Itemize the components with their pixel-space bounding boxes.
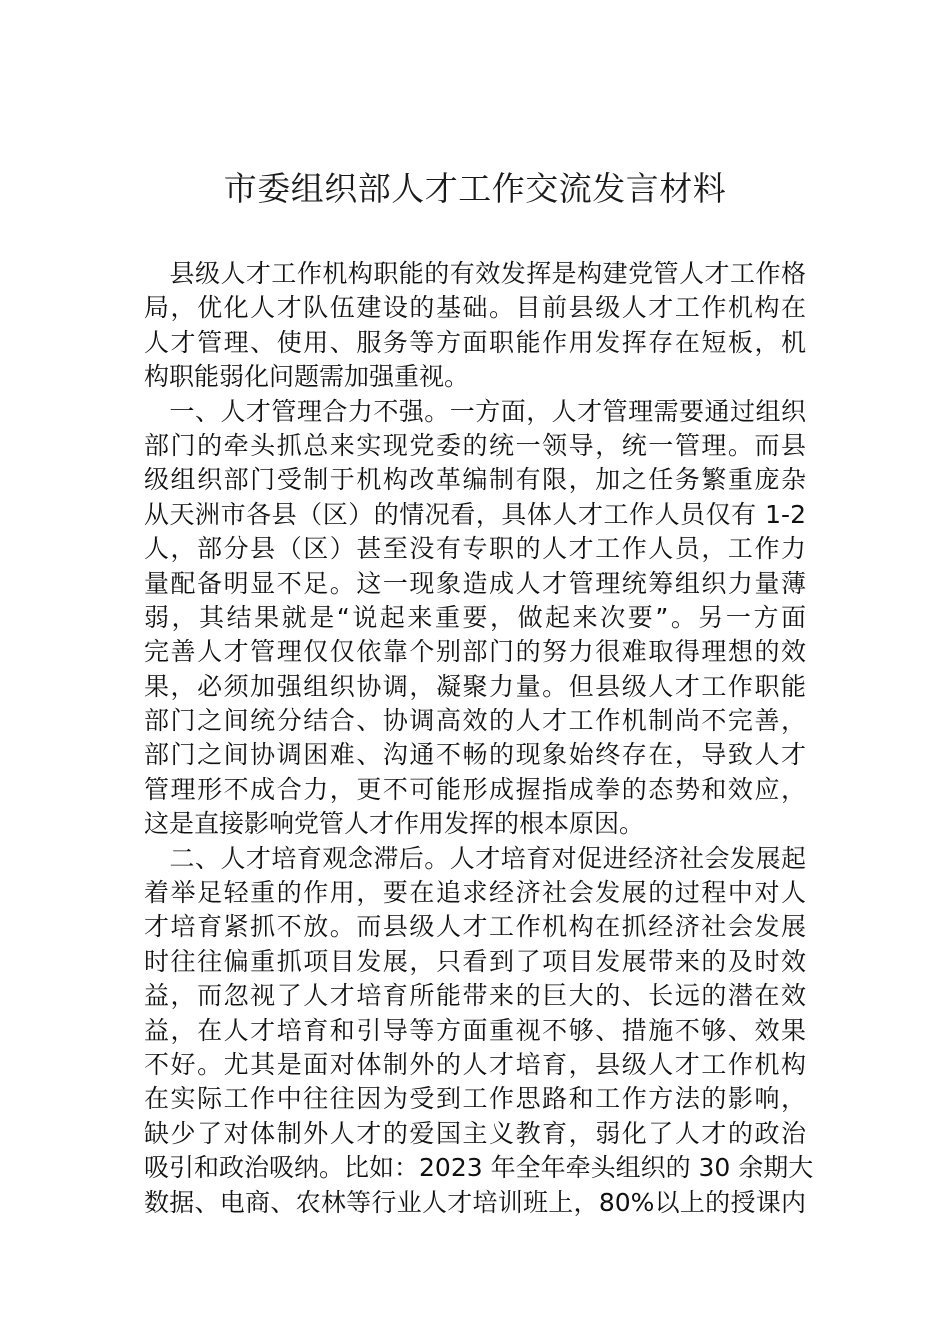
body-line: 构职能弱化问题需加强重视。 (144, 362, 470, 392)
body-line: 量配备明显不足。这一现象造成人才管理统筹组织力量薄 (144, 568, 806, 598)
document-title: 市委组织部人才工作交流发言材料 (223, 169, 727, 208)
body-line: 一、人才管理合力不强。一方面，人才管理需要通过组织 (144, 396, 806, 426)
document-body (144, 257, 814, 1220)
body-line: 二、人才培育观念滞后。人才培育对促进经济社会发展起 (144, 843, 806, 873)
body-line: 益，在人才培育和引导等方面重视不够、措施不够、效果 (144, 1015, 806, 1045)
body-line: 局，优化人才队伍建设的基础。目前县级人才工作机构在 (144, 293, 806, 323)
body-line: 吸引和政治吸纳。比如：2023 年全年牵头组织的 30 余期大 (144, 1153, 814, 1183)
body-line: 缺少了对体制外人才的爱国主义教育，弱化了人才的政治 (144, 1118, 806, 1148)
body-line: 从天洲市各县（区）的情况看，具体人才工作人员仅有 1-2 (144, 499, 806, 529)
body-line: 管理形不成合力，更不可能形成握指成拳的态势和效应， (144, 774, 806, 804)
body-line: 不好。尤其是面对体制外的人才培育，县级人才工作机构 (144, 1049, 806, 1079)
body-line: 部门之间统分结合、协调高效的人才工作机制尚不完善， (144, 706, 806, 736)
body-line: 弱，其结果就是“说起来重要，做起来次要”。另一方面 (144, 602, 806, 632)
body-line: 数据、电商、农林等行业人才培训班上，80%以上的授课内 (144, 1187, 806, 1217)
body-line: 人，部分县（区）甚至没有专职的人才工作人员，工作力 (144, 534, 806, 564)
body-line: 才培育紧抓不放。而县级人才工作机构在抓经济社会发展 (144, 912, 806, 942)
body-line: 完善人才管理仅仅依靠个别部门的努力很难取得理想的效 (144, 637, 806, 667)
body-line: 部门之间协调困难、沟通不畅的现象始终存在，导致人才 (144, 740, 806, 770)
body-line: 部门的牵头抓总来实现党委的统一领导，统一管理。而县 (144, 430, 806, 460)
body-line: 在实际工作中往往因为受到工作思路和工作方法的影响， (144, 1084, 806, 1114)
body-line: 这是直接影响党管人才作用发挥的根本原因。 (144, 809, 645, 839)
body-line: 县级人才工作机构职能的有效发挥是构建党管人才工作格 (144, 259, 806, 288)
body-line: 级组织部门受制于机构改革编制有限，加之任务繁重庞杂 (144, 465, 806, 495)
body-line: 着举足轻重的作用，要在追求经济社会发展的过程中对人 (144, 878, 806, 908)
body-line: 时往往偏重抓项目发展，只看到了项目发展带来的及时效 (144, 946, 806, 976)
body-line: 益，而忽视了人才培育所能带来的巨大的、长远的潜在效 (144, 981, 806, 1011)
body-line: 人才管理、使用、服务等方面职能作用发挥存在短板，机 (144, 327, 806, 357)
body-line: 果，必须加强组织协调，凝聚力量。但县级人才工作职能 (144, 671, 806, 701)
